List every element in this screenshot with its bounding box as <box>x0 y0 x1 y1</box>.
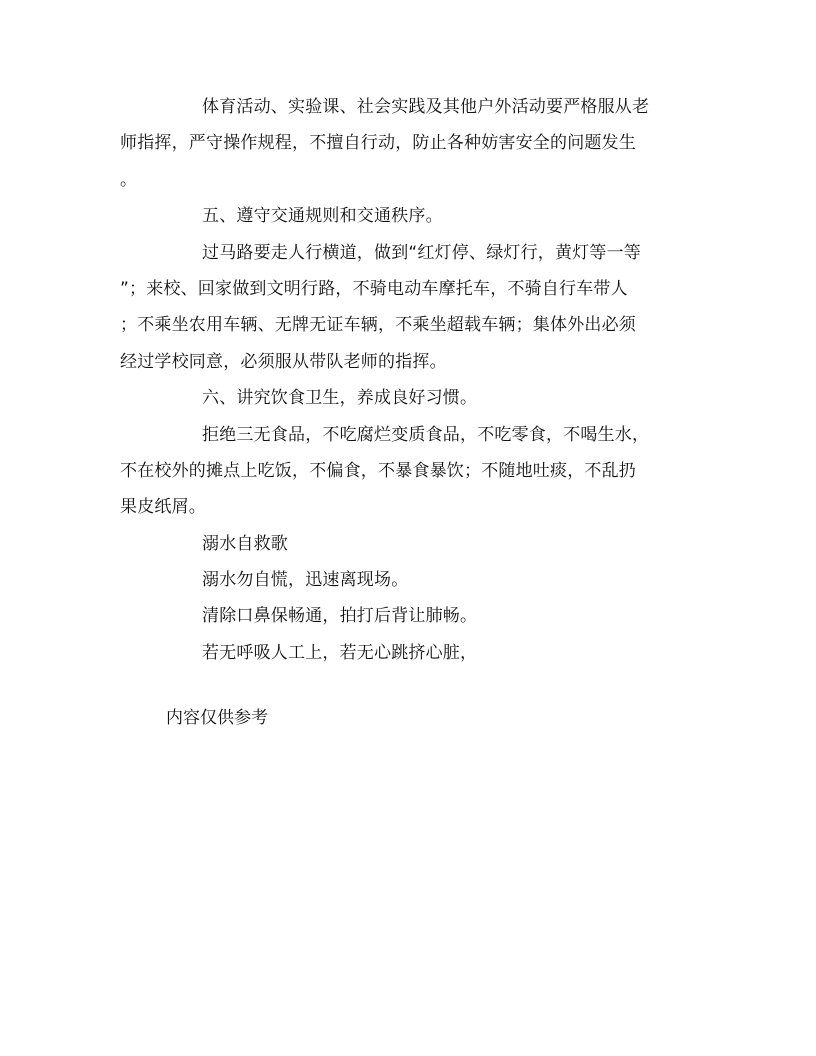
poem-title: 溺水自救歌 <box>202 533 288 554</box>
paragraph-line: 师指挥，严守操作规程，不擅自行动，防止各种妨害安全的问题发生 <box>120 133 636 154</box>
poem-line: 清除口鼻保畅通，拍打后背让肺畅。 <box>202 606 478 627</box>
section-heading: 六、讲究饮食卫生，养成良好习惯。 <box>202 388 478 409</box>
document-body <box>120 93 700 675</box>
paragraph-line: 经过学校同意，必须服从带队老师的指挥。 <box>120 351 447 372</box>
paragraph-line: 拒绝三无食品，不吃腐烂变质食品，不吃零食，不喝生水， <box>202 424 650 445</box>
paragraph-line: 体育活动、实验课、社会实践及其他户外活动要严格服从老 <box>202 97 650 117</box>
poem-line: 溺水勿自慌，迅速离现场。 <box>202 570 409 591</box>
section-heading: 五、遵守交通规则和交通秩序。 <box>202 206 443 227</box>
paragraph-line: 不在校外的摊点上吃饭，不偏食，不暴食暴饮；不随地吐痰，不乱扔 <box>120 460 636 481</box>
footer-note: 内容仅供参考 <box>166 708 268 728</box>
paragraph-line: 果皮纸屑。 <box>120 497 206 518</box>
paragraph-line: ”；来校、回家做到文明行路，不骑电动车摩托车，不骑自行车带人 <box>120 278 628 299</box>
paragraph-line: 过马路要走人行横道，做到“红灯停、绿灯行，黄灯等一等 <box>202 242 642 263</box>
paragraph-line: 。 <box>120 169 138 190</box>
poem-line: 若无呼吸人工上，若无心跳挤心脏， <box>202 642 478 663</box>
paragraph-line: ；不乘坐农用车辆、无牌无证车辆，不乘坐超载车辆；集体外出必须 <box>120 315 636 336</box>
